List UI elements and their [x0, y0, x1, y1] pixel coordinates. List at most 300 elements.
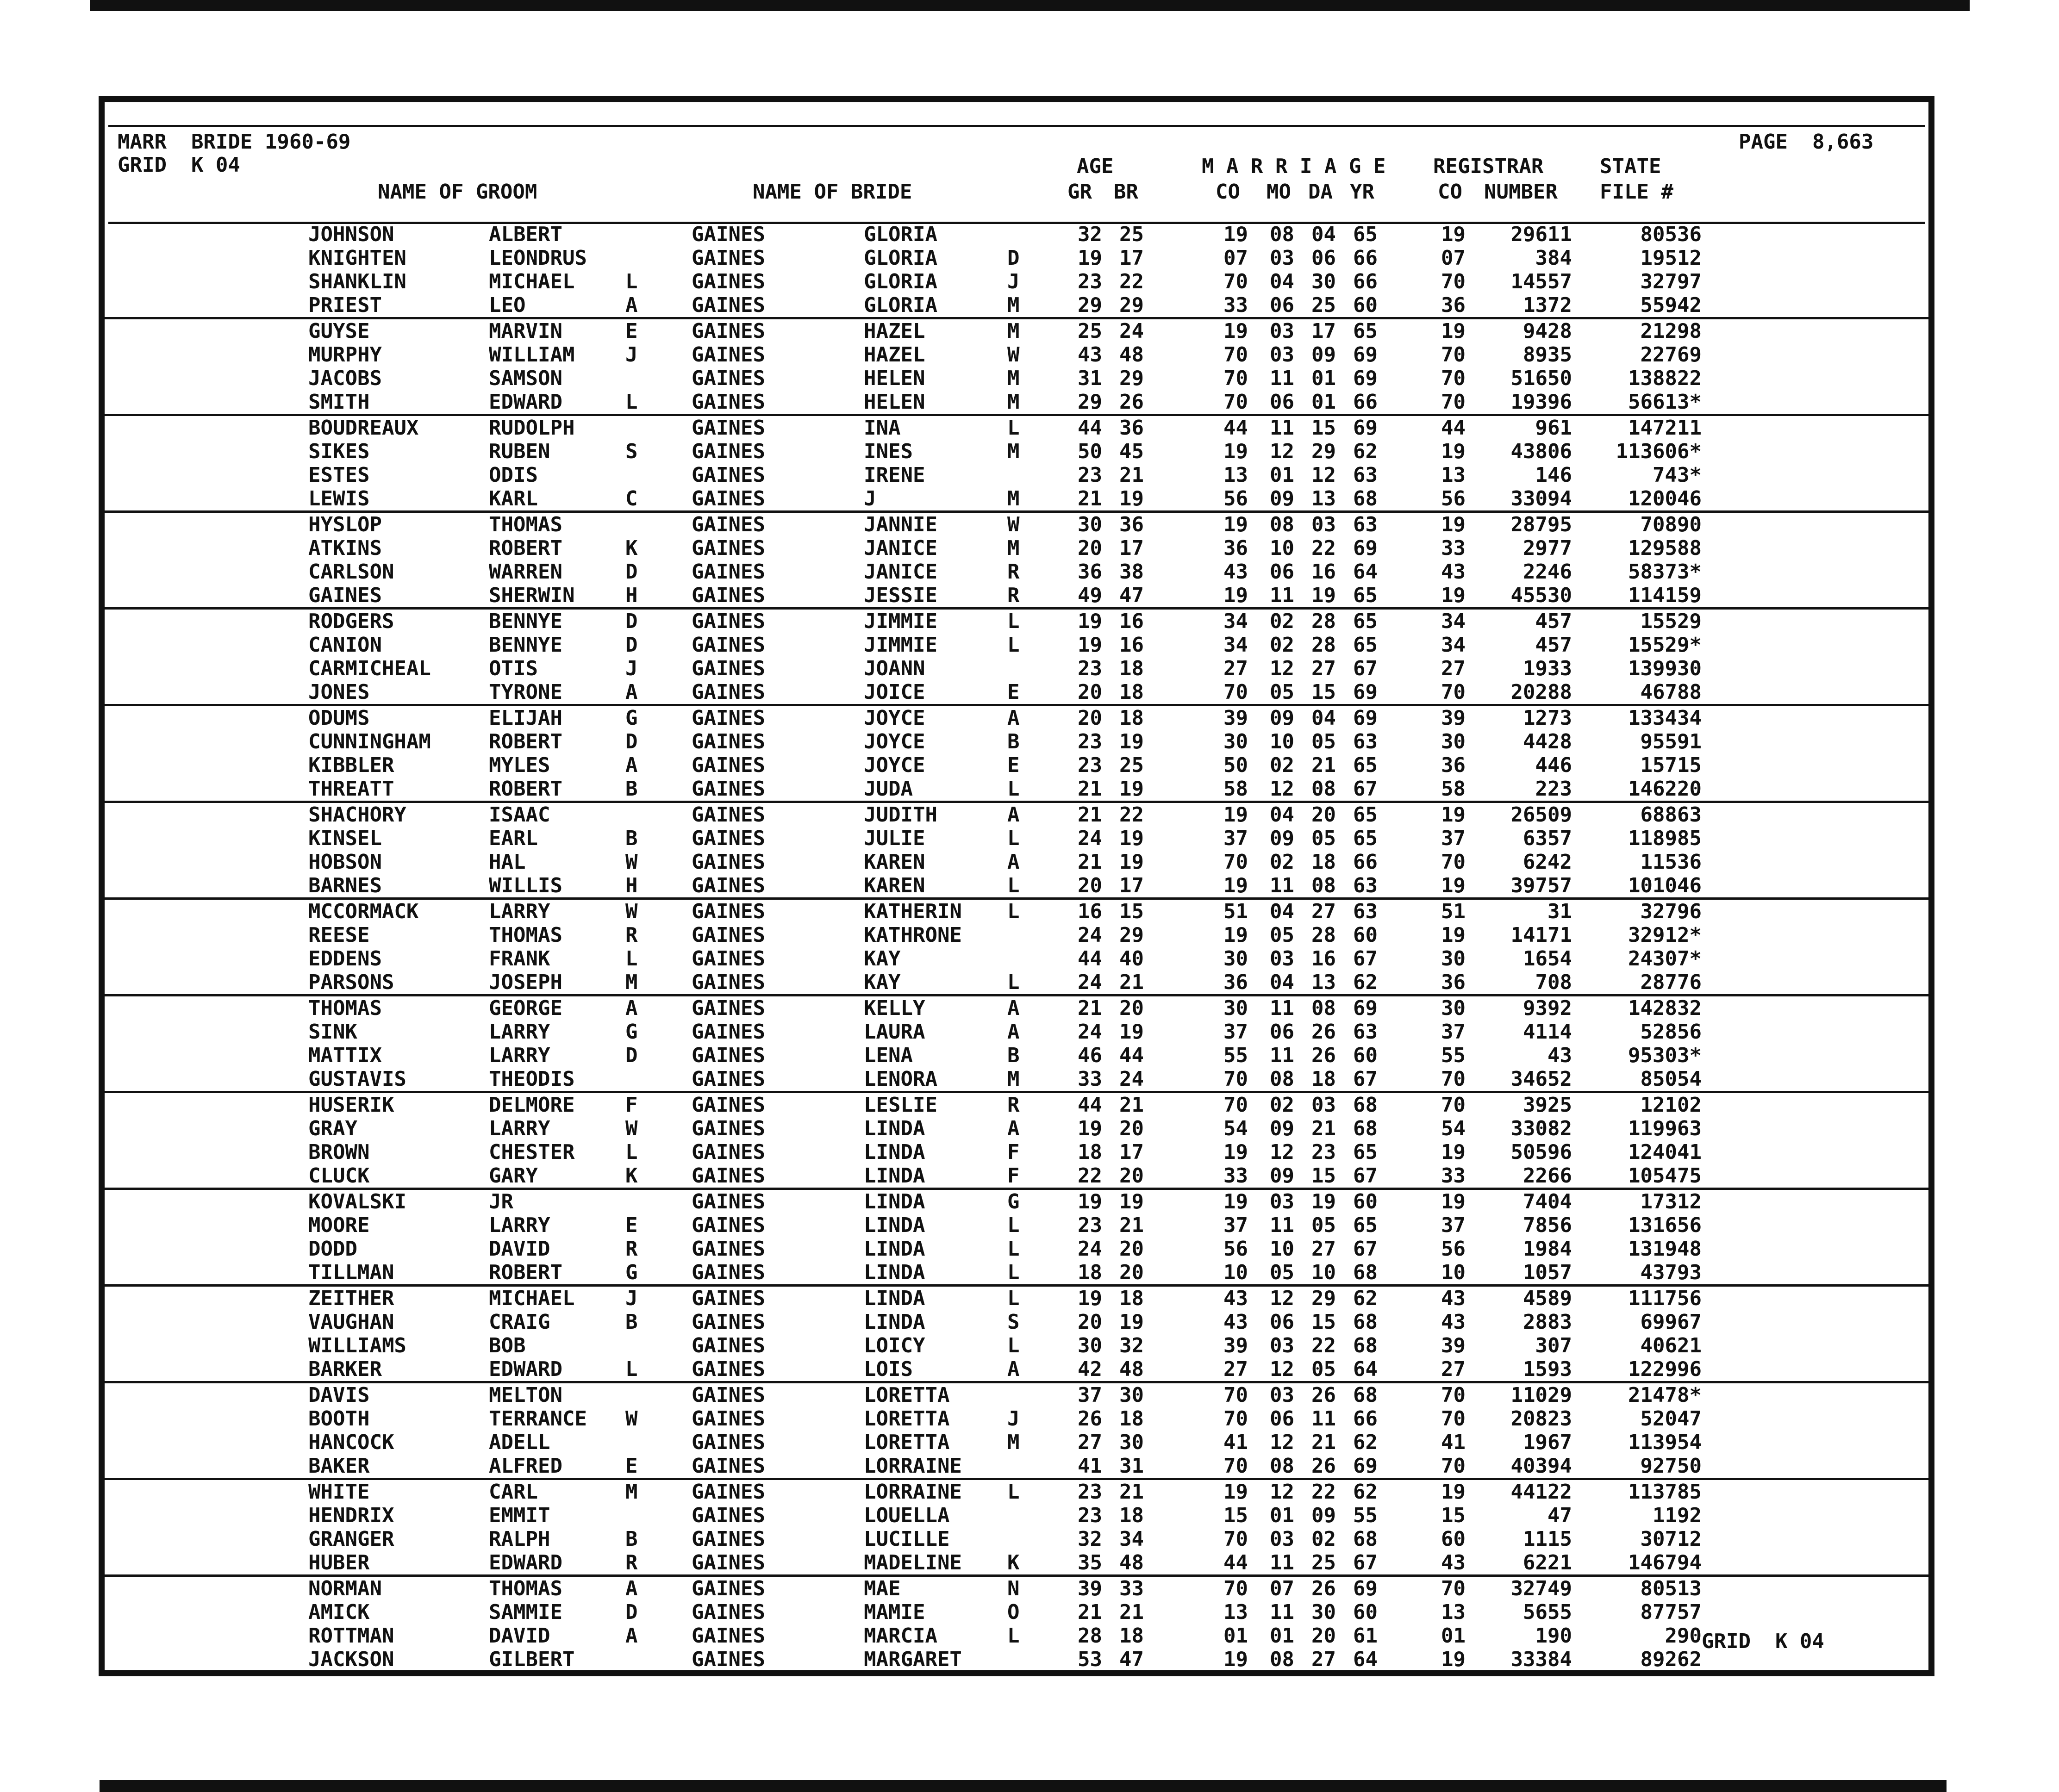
bride-surname-cell: GAINES — [692, 319, 765, 343]
registrar-county-cell: 30 — [1441, 730, 1466, 753]
bride-age-cell: 26 — [1119, 390, 1144, 414]
registrar-county-cell: 19 — [1441, 1648, 1466, 1671]
groom-age-cell: 23 — [1078, 730, 1102, 753]
bride-initial-cell: M — [1007, 319, 1020, 343]
registrar-county-cell: 70 — [1441, 367, 1466, 390]
month-cell: 11 — [1270, 1551, 1294, 1574]
registrar-number-cell: 9428 — [1523, 319, 1572, 343]
bride-age-cell: 34 — [1119, 1527, 1144, 1551]
year-cell: 68 — [1353, 1383, 1378, 1407]
table-row — [105, 1480, 1928, 1504]
year-cell: 67 — [1353, 1237, 1378, 1261]
month-cell: 10 — [1270, 536, 1294, 560]
state-file-cell: 118985 — [1628, 827, 1702, 850]
bride-initial-cell: J — [1007, 270, 1020, 293]
groom-given-cell: BOB — [489, 1334, 526, 1357]
record-group — [105, 223, 1928, 319]
county-cell: 43 — [1223, 1287, 1248, 1310]
bride-given-cell: JOICE — [864, 680, 925, 704]
day-cell: 18 — [1311, 850, 1336, 874]
year-cell: 67 — [1353, 947, 1378, 971]
footer-grid-label: GRID K 04 — [1702, 1630, 1824, 1653]
groom-surname-cell: MURPHY — [308, 343, 382, 367]
registrar-county-cell: 19 — [1441, 923, 1466, 947]
table-row — [105, 753, 1928, 777]
registrar-number-cell: 4114 — [1523, 1020, 1572, 1044]
state-file-cell: 105475 — [1628, 1164, 1702, 1188]
day-cell: 27 — [1311, 657, 1336, 680]
registrar-county-cell: 51 — [1441, 900, 1466, 923]
bride-given-cell: KATHERIN — [864, 900, 962, 923]
bride-surname-cell: GAINES — [692, 223, 765, 246]
registrar-number-cell: 20823 — [1510, 1407, 1572, 1431]
county-cell: 10 — [1223, 1261, 1248, 1284]
registrar-county-cell: 19 — [1441, 584, 1466, 607]
index-title: MARR BRIDE 1960-69 — [118, 130, 351, 154]
groom-surname-cell: WHITE — [308, 1480, 370, 1504]
groom-age-cell: 20 — [1078, 680, 1102, 704]
groom-surname-cell: ATKINS — [308, 536, 382, 560]
registrar-number-cell: 51650 — [1510, 367, 1572, 390]
groom-surname-cell: ODUMS — [308, 706, 370, 730]
groom-given-cell: LARRY — [489, 1044, 550, 1067]
registrar-county-cell: 37 — [1441, 1020, 1466, 1044]
bride-age-header: BR — [1114, 180, 1138, 204]
bride-surname-cell: GAINES — [692, 390, 765, 414]
groom-initial-cell: B — [625, 1310, 638, 1334]
bride-age-cell: 19 — [1119, 1310, 1144, 1334]
bride-age-cell: 47 — [1119, 584, 1144, 607]
groom-age-cell: 21 — [1078, 777, 1102, 801]
groom-age-cell: 32 — [1078, 1527, 1102, 1551]
registrar-county-cell: 19 — [1441, 513, 1466, 536]
bride-surname-cell: GAINES — [692, 1431, 765, 1454]
registrar-number-cell: 1273 — [1523, 706, 1572, 730]
bride-initial-cell: M — [1007, 293, 1020, 317]
county-cell: 44 — [1223, 1551, 1248, 1574]
record-group — [105, 513, 1928, 610]
table-row — [105, 1407, 1928, 1431]
state-file-cell: 131656 — [1628, 1213, 1702, 1237]
day-cell: 15 — [1311, 680, 1336, 704]
groom-initial-cell: A — [625, 293, 638, 317]
groom-surname-cell: HOBSON — [308, 850, 382, 874]
groom-initial-cell: W — [625, 850, 638, 874]
bride-age-cell: 25 — [1119, 223, 1144, 246]
groom-surname-cell: JACOBS — [308, 367, 382, 390]
month-cell: 11 — [1270, 584, 1294, 607]
registrar-number-cell: 40394 — [1510, 1454, 1572, 1478]
bride-given-cell: J — [864, 487, 876, 510]
groom-given-cell: MICHAEL — [489, 270, 575, 293]
bride-surname-cell: GAINES — [692, 753, 765, 777]
bride-given-cell: LENORA — [864, 1067, 937, 1091]
groom-given-cell: DAVID — [489, 1624, 550, 1648]
groom-given-cell: DELMORE — [489, 1093, 575, 1117]
registrar-number-cell: 9392 — [1523, 996, 1572, 1020]
year-cell: 63 — [1353, 463, 1378, 487]
bride-surname-cell: GAINES — [692, 874, 765, 897]
bride-age-cell: 21 — [1119, 1600, 1144, 1624]
day-cell: 13 — [1311, 487, 1336, 510]
state-file-cell: 58373* — [1628, 560, 1702, 584]
table-row — [105, 971, 1928, 994]
table-row — [105, 1140, 1928, 1164]
groom-initial-cell: J — [625, 1287, 638, 1310]
bride-surname-cell: GAINES — [692, 680, 765, 704]
table-row — [105, 1551, 1928, 1574]
bride-given-cell: LINDA — [864, 1140, 925, 1164]
bride-age-cell: 22 — [1119, 803, 1144, 827]
day-cell: 05 — [1311, 1357, 1336, 1381]
registrar-number-cell: 4589 — [1523, 1287, 1572, 1310]
county-cell: 70 — [1223, 1093, 1248, 1117]
bride-age-cell: 21 — [1119, 463, 1144, 487]
bride-given-cell: INA — [864, 416, 901, 440]
registrar-county-cell: 41 — [1441, 1431, 1466, 1454]
bride-surname-cell: GAINES — [692, 1140, 765, 1164]
groom-initial-cell: A — [625, 1624, 638, 1648]
bride-age-cell: 20 — [1119, 1261, 1144, 1284]
day-cell: 03 — [1311, 513, 1336, 536]
registrar-number-cell: 457 — [1535, 610, 1572, 633]
bride-initial-cell: E — [1007, 753, 1020, 777]
day-cell: 26 — [1311, 1383, 1336, 1407]
state-file-cell: 120046 — [1628, 487, 1702, 510]
bride-age-cell: 25 — [1119, 753, 1144, 777]
bride-surname-cell: GAINES — [692, 777, 765, 801]
registrar-number-cell: 7404 — [1523, 1190, 1572, 1213]
state-file-cell: 40621 — [1640, 1334, 1702, 1357]
bride-given-cell: MADELINE — [864, 1551, 962, 1574]
bride-initial-cell: L — [1007, 416, 1020, 440]
state-file-cell: 142832 — [1628, 996, 1702, 1020]
table-row — [105, 1213, 1928, 1237]
bride-age-cell: 17 — [1119, 1140, 1144, 1164]
marriage-records-table — [105, 223, 1928, 1674]
bride-initial-cell: L — [1007, 1287, 1020, 1310]
bride-surname-cell: GAINES — [692, 1044, 765, 1067]
groom-age-cell: 18 — [1078, 1261, 1102, 1284]
day-cell: 11 — [1311, 1407, 1336, 1431]
registrar-county-cell: 56 — [1441, 487, 1466, 510]
record-group — [105, 319, 1928, 416]
county-cell: 70 — [1223, 367, 1248, 390]
bride-age-cell: 20 — [1119, 996, 1144, 1020]
day-cell: 02 — [1311, 1527, 1336, 1551]
groom-given-cell: ADELL — [489, 1431, 550, 1454]
day-cell: 03 — [1311, 1093, 1336, 1117]
groom-surname-cell: TILLMAN — [308, 1261, 394, 1284]
groom-surname-cell: LEWIS — [308, 487, 370, 510]
state-file-cell: 147211 — [1628, 416, 1702, 440]
day-cell: 17 — [1311, 319, 1336, 343]
groom-given-cell: OTIS — [489, 657, 538, 680]
registrar-number-cell: 43 — [1547, 1044, 1572, 1067]
bride-surname-cell: GAINES — [692, 1117, 765, 1140]
month-cell: 08 — [1270, 223, 1294, 246]
groom-initial-cell: B — [625, 827, 638, 850]
groom-given-cell: EMMIT — [489, 1504, 550, 1527]
groom-age-cell: 41 — [1078, 1454, 1102, 1478]
bride-initial-cell: L — [1007, 1237, 1020, 1261]
groom-age-cell: 19 — [1078, 633, 1102, 657]
groom-age-cell: 44 — [1078, 947, 1102, 971]
record-group — [105, 610, 1928, 706]
groom-age-cell: 44 — [1078, 1093, 1102, 1117]
bride-given-cell: LINDA — [864, 1310, 925, 1334]
registrar-county-cell: 27 — [1441, 1357, 1466, 1381]
table-row — [105, 777, 1928, 801]
groom-age-cell: 49 — [1078, 584, 1102, 607]
registrar-number-cell: 28795 — [1510, 513, 1572, 536]
bride-age-cell: 29 — [1119, 923, 1144, 947]
groom-given-cell: FRANK — [489, 947, 550, 971]
bride-surname-cell: GAINES — [692, 1310, 765, 1334]
groom-surname-cell: GUYSE — [308, 319, 370, 343]
bride-given-cell: JUDA — [864, 777, 913, 801]
registrar-county-cell: 19 — [1441, 874, 1466, 897]
registrar-county-cell: 30 — [1441, 947, 1466, 971]
year-cell: 68 — [1353, 1310, 1378, 1334]
groom-age-cell: 27 — [1078, 1431, 1102, 1454]
day-cell: 15 — [1311, 1164, 1336, 1188]
year-cell: 68 — [1353, 1261, 1378, 1284]
groom-given-cell: ISAAC — [489, 803, 550, 827]
groom-surname-cell: DAVIS — [308, 1383, 370, 1407]
year-cell: 67 — [1353, 777, 1378, 801]
groom-surname-cell: VAUGHAN — [308, 1310, 394, 1334]
year-cell: 63 — [1353, 874, 1378, 897]
county-cell: 54 — [1223, 1117, 1248, 1140]
groom-given-cell: WILLIS — [489, 874, 562, 897]
registrar-number-cell: 8935 — [1523, 343, 1572, 367]
bride-initial-cell: A — [1007, 803, 1020, 827]
year-cell: 64 — [1353, 1357, 1378, 1381]
groom-initial-cell: J — [625, 657, 638, 680]
groom-age-cell: 24 — [1078, 827, 1102, 850]
table-row — [105, 440, 1928, 463]
record-group — [105, 996, 1928, 1093]
state-file-cell: 85054 — [1640, 1067, 1702, 1091]
bride-surname-cell: GAINES — [692, 1407, 765, 1431]
groom-given-cell: LARRY — [489, 1020, 550, 1044]
day-cell: 09 — [1311, 1504, 1336, 1527]
registrar-county-cell: 70 — [1441, 270, 1466, 293]
groom-given-cell: CHESTER — [489, 1140, 575, 1164]
record-group — [105, 706, 1928, 803]
groom-given-cell: MYLES — [489, 753, 550, 777]
registrar-number-header: NUMBER — [1484, 180, 1558, 204]
bride-initial-cell: L — [1007, 1213, 1020, 1237]
year-cell: 67 — [1353, 657, 1378, 680]
groom-initial-cell: G — [625, 1261, 638, 1284]
groom-surname-cell: MOORE — [308, 1213, 370, 1237]
day-cell: 15 — [1311, 416, 1336, 440]
record-group — [105, 1093, 1928, 1190]
groom-age-cell: 24 — [1078, 1237, 1102, 1261]
registrar-county-cell: 70 — [1441, 390, 1466, 414]
state-file-cell: 80513 — [1640, 1577, 1702, 1600]
day-cell: 22 — [1311, 1480, 1336, 1504]
groom-surname-cell: ROTTMAN — [308, 1624, 394, 1648]
groom-given-cell: EDWARD — [489, 1551, 562, 1574]
state-file-cell: 52856 — [1640, 1020, 1702, 1044]
registrar-county-cell: 36 — [1441, 293, 1466, 317]
bride-initial-cell: W — [1007, 513, 1020, 536]
groom-initial-cell: K — [625, 536, 638, 560]
month-cell: 06 — [1270, 1020, 1294, 1044]
groom-surname-cell: SIKES — [308, 440, 370, 463]
bride-given-cell: JANICE — [864, 536, 937, 560]
groom-given-cell: THOMAS — [489, 923, 562, 947]
state-file-cell: 129588 — [1628, 536, 1702, 560]
day-cell: 26 — [1311, 1454, 1336, 1478]
state-file-cell: 19512 — [1640, 246, 1702, 270]
groom-age-cell: 22 — [1078, 1164, 1102, 1188]
groom-surname-cell: ESTES — [308, 463, 370, 487]
groom-initial-cell: S — [625, 440, 638, 463]
day-cell: 08 — [1311, 777, 1336, 801]
bride-surname-cell: GAINES — [692, 1504, 765, 1527]
state-file-cell: 32796 — [1640, 900, 1702, 923]
bride-surname-cell: GAINES — [692, 1454, 765, 1478]
bride-given-cell: KAREN — [864, 874, 925, 897]
month-cell: 03 — [1270, 1527, 1294, 1551]
county-cell: 19 — [1223, 1140, 1248, 1164]
year-cell: 69 — [1353, 367, 1378, 390]
groom-surname-cell: KINSEL — [308, 827, 382, 850]
bride-surname-cell: GAINES — [692, 827, 765, 850]
bride-given-cell: LESLIE — [864, 1093, 937, 1117]
registrar-number-cell: 446 — [1535, 753, 1572, 777]
registrar-county-cell: 19 — [1441, 1190, 1466, 1213]
bride-given-cell: JANNIE — [864, 513, 937, 536]
table-row — [105, 657, 1928, 680]
county-cell: 33 — [1223, 1164, 1248, 1188]
groom-age-cell: 23 — [1078, 657, 1102, 680]
bride-surname-cell: GAINES — [692, 1237, 765, 1261]
registrar-number-cell: 39757 — [1510, 874, 1572, 897]
month-cell: 12 — [1270, 657, 1294, 680]
month-cell: 04 — [1270, 270, 1294, 293]
bride-initial-cell: M — [1007, 1067, 1020, 1091]
bride-surname-cell: GAINES — [692, 1600, 765, 1624]
bride-given-cell: MARGARET — [864, 1648, 962, 1671]
registrar-number-cell: 190 — [1535, 1624, 1572, 1648]
groom-age-cell: 16 — [1078, 900, 1102, 923]
groom-surname-cell: HYSLOP — [308, 513, 382, 536]
county-cell: 19 — [1223, 874, 1248, 897]
state-file-cell: 119963 — [1628, 1117, 1702, 1140]
registrar-county-cell: 43 — [1441, 1310, 1466, 1334]
registrar-number-cell: 1115 — [1523, 1527, 1572, 1551]
groom-given-cell: SAMMIE — [489, 1600, 562, 1624]
groom-given-cell: JR — [489, 1190, 513, 1213]
groom-initial-cell: H — [625, 584, 638, 607]
year-cell: 65 — [1353, 223, 1378, 246]
groom-column-header: NAME OF GROOM — [378, 180, 537, 204]
groom-initial-cell: K — [625, 1164, 638, 1188]
grid-label: GRID K 04 — [118, 153, 240, 177]
month-cell: 09 — [1270, 1117, 1294, 1140]
registrar-number-cell: 708 — [1535, 971, 1572, 994]
bride-initial-cell: A — [1007, 706, 1020, 730]
bride-age-cell: 18 — [1119, 1504, 1144, 1527]
bride-surname-cell: GAINES — [692, 657, 765, 680]
bride-age-cell: 19 — [1119, 850, 1144, 874]
bride-given-cell: LINDA — [864, 1190, 925, 1213]
groom-given-cell: LEONDRUS — [489, 246, 587, 270]
bride-age-cell: 36 — [1119, 416, 1144, 440]
table-row — [105, 803, 1928, 827]
county-cell: 36 — [1223, 536, 1248, 560]
county-cell: 19 — [1223, 513, 1248, 536]
day-cell: 01 — [1311, 390, 1336, 414]
bride-age-cell: 21 — [1119, 1480, 1144, 1504]
groom-given-cell: WARREN — [489, 560, 562, 584]
bride-age-cell: 20 — [1119, 1117, 1144, 1140]
groom-surname-cell: GRAY — [308, 1117, 357, 1140]
county-cell: 19 — [1223, 1480, 1248, 1504]
state-file-cell: 138822 — [1628, 367, 1702, 390]
year-cell: 62 — [1353, 440, 1378, 463]
bride-given-cell: GLORIA — [864, 223, 937, 246]
bride-age-cell: 24 — [1119, 319, 1144, 343]
day-cell: 21 — [1311, 753, 1336, 777]
bride-initial-cell: M — [1007, 367, 1020, 390]
groom-initial-cell: G — [625, 1020, 638, 1044]
month-cell: 02 — [1270, 1093, 1294, 1117]
registrar-county-cell: 10 — [1441, 1261, 1466, 1284]
table-row — [105, 680, 1928, 704]
groom-initial-cell: D — [625, 633, 638, 657]
day-cell: 30 — [1311, 270, 1336, 293]
county-cell: 15 — [1223, 1504, 1248, 1527]
registrar-county-cell: 44 — [1441, 416, 1466, 440]
bride-surname-cell: GAINES — [692, 633, 765, 657]
day-cell: 30 — [1311, 1600, 1336, 1624]
bride-surname-cell: GAINES — [692, 487, 765, 510]
bride-initial-cell: R — [1007, 584, 1020, 607]
groom-surname-cell: GUSTAVIS — [308, 1067, 406, 1091]
registrar-number-cell: 14557 — [1510, 270, 1572, 293]
year-cell: 68 — [1353, 1093, 1378, 1117]
groom-surname-cell: SHACHORY — [308, 803, 406, 827]
year-cell: 65 — [1353, 584, 1378, 607]
bride-given-cell: IRENE — [864, 463, 925, 487]
bride-initial-cell: D — [1007, 246, 1020, 270]
groom-initial-cell: G — [625, 706, 638, 730]
registrar-number-cell: 34652 — [1510, 1067, 1572, 1091]
bride-given-cell: JOYCE — [864, 730, 925, 753]
bride-given-cell: JOANN — [864, 657, 925, 680]
bride-surname-cell: GAINES — [692, 513, 765, 536]
bride-initial-cell: R — [1007, 560, 1020, 584]
groom-surname-cell: EDDENS — [308, 947, 382, 971]
month-cell: 11 — [1270, 1044, 1294, 1067]
bride-surname-cell: GAINES — [692, 706, 765, 730]
table-row — [105, 1600, 1928, 1624]
bride-given-cell: HELEN — [864, 367, 925, 390]
bride-age-cell: 32 — [1119, 1334, 1144, 1357]
registrar-county-cell: 55 — [1441, 1044, 1466, 1067]
registrar-county-cell: 56 — [1441, 1237, 1466, 1261]
groom-age-cell: 21 — [1078, 487, 1102, 510]
county-cell: 19 — [1223, 1648, 1248, 1671]
state-file-cell: 15715 — [1640, 753, 1702, 777]
county-cell: 19 — [1223, 584, 1248, 607]
